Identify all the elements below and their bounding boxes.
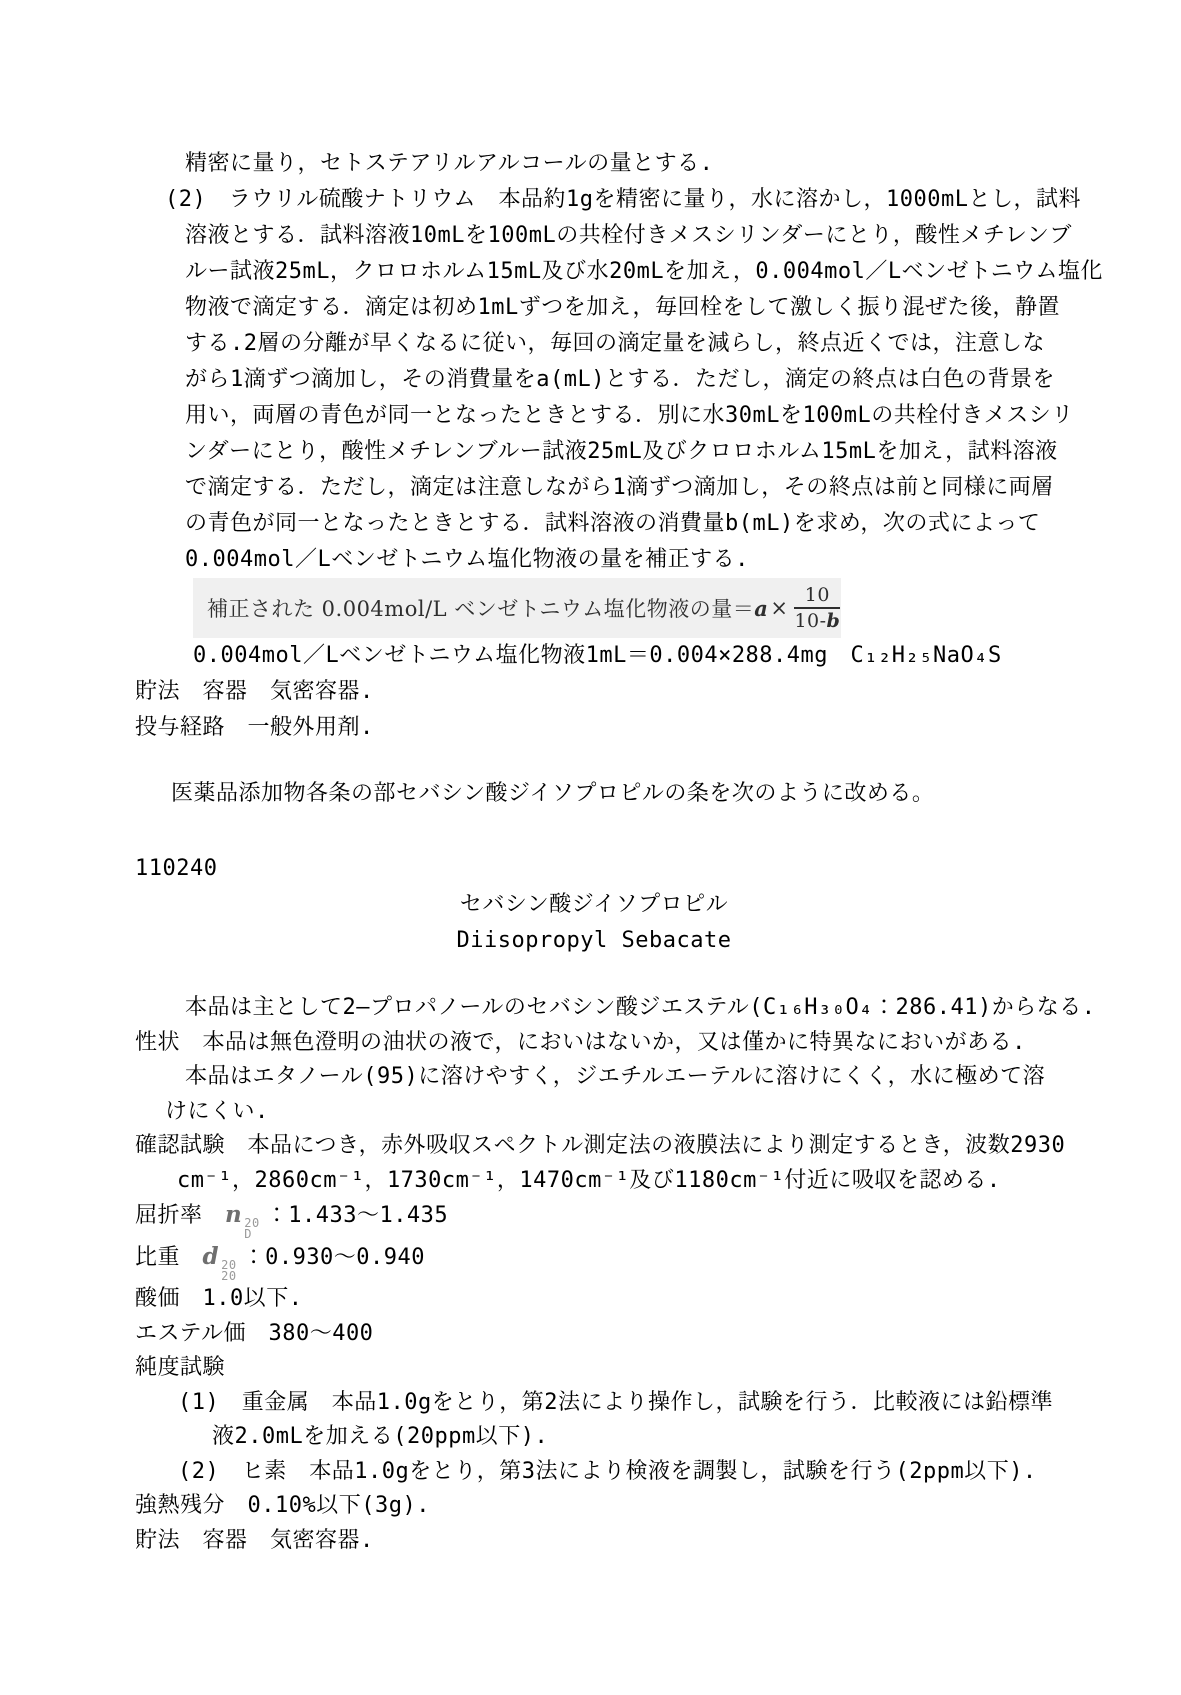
solubility-line: 本品はエタノール(95)に溶けやすく，ジエチルエーテルに溶けにくく，水に極めて溶 bbox=[185, 1064, 1046, 1089]
acid-value-line: 酸価 1.0以下. bbox=[135, 1286, 303, 1311]
formula-variable-a: a bbox=[754, 595, 769, 621]
refractive-index-line bbox=[135, 1198, 1053, 1240]
formula-lead-text: 補正された 0.004mol/L ベンゼトニウム塩化物液の量＝ bbox=[207, 597, 755, 621]
fraction-numerator: 10 bbox=[794, 584, 840, 609]
property-line: 性状 本品は無色澄明の油状の液で，においはないか，又は僅かに特異なにおいがある. bbox=[135, 1029, 1026, 1055]
ester-value-line: エステル価 380～400 bbox=[135, 1320, 374, 1346]
amendment-notice: 医薬品添加物各条の部セバシン酸ジイソプロピルの条を次のように改める。 bbox=[171, 781, 935, 806]
prev-monograph-item2-line: 溶液とする．試料溶液10mLを100mLの共栓付きメスシリンダーにとり，酸性メチレンブ bbox=[185, 223, 1072, 248]
prev-monograph-item2-line: がら1滴ずつ滴加し，その消費量をa(mL)とする．ただし，滴定の終点は白色の背景を bbox=[185, 367, 1055, 392]
specific-gravity-sub: 20 bbox=[221, 1269, 237, 1283]
purity-item2-line: (2) ヒ素 本品1.0gをとり，第3法により検液を調製し，試験を行う(2ppm以下). bbox=[178, 1458, 1037, 1484]
identification-line: cm⁻¹，2860cm⁻¹，1730cm⁻¹，1470cm⁻¹及び1180cm⁻¹付近に吸収を認める. bbox=[177, 1167, 1001, 1193]
description-line: 本品は主として2—プロパノールのセバシン酸ジエステル(C₁₆H₃₀O₄：286.41)からなる. bbox=[185, 995, 1096, 1020]
prev-monograph-item2-line: 0.004mol／Lベンゼトニウム塩化物液の量を補正する. bbox=[185, 547, 749, 572]
refractive-index-symbol: n bbox=[225, 1201, 243, 1228]
solubility-line: けにくい. bbox=[165, 1098, 269, 1124]
ignition-residue-line: 強熱残分 0.10%以下(3g). bbox=[135, 1493, 430, 1518]
prev-monograph-item2-line: ンダーにとり，酸性メチレンブルー試液25mL及びクロロホルム15mLを加え，試料溶液 bbox=[185, 439, 1058, 464]
refractive-index-value: ：1.433～1.435 bbox=[265, 1203, 449, 1228]
formula-variable-b: b bbox=[826, 610, 841, 632]
multiply-icon: × bbox=[770, 596, 789, 620]
refractive-index-supsub bbox=[244, 1218, 259, 1240]
purity-item1-line: (1) 重金属 本品1.0gをとり，第2法により操作し，試験を行う．比較液には鉛標準 bbox=[178, 1389, 1053, 1415]
specific-gravity-value: ：0.930～0.940 bbox=[242, 1245, 426, 1270]
prev-monograph-item2-line: (2) ラウリル硫酸ナトリウム 本品約1gを精密に量り，水に溶かし，1000mLとし，試料 bbox=[165, 187, 1081, 212]
monograph-title-ja: セバシン酸ジイソプロピル bbox=[459, 892, 729, 917]
monograph-code: 110240 bbox=[135, 856, 218, 881]
storage-line: 貯法 容器 気密容器. bbox=[135, 1527, 374, 1553]
monograph-title-en: Diisopropyl Sebacate bbox=[456, 928, 732, 953]
prev-monograph-item2-line: で滴定する．ただし，滴定は注意しながら1滴ずつ滴加し，その終点は前と同様に両層 bbox=[185, 475, 1054, 500]
prev-monograph-item2-line: の青色が同一となったときとする．試料溶液の消費量b(mL)を求め，次の式によって bbox=[185, 511, 1041, 536]
specific-gravity-label: 比重 bbox=[135, 1245, 181, 1270]
correction-formula bbox=[193, 578, 841, 638]
purity-heading: 純度試験 bbox=[135, 1355, 226, 1380]
prev-monograph-item2-line: ルー試液25mL，クロロホルム15mL及び水20mLを加え，0.004mol／Lベンゼトニウム塩化 bbox=[185, 259, 1103, 284]
equivalence-line: 0.004mol／Lベンゼトニウム塩化物液1mL＝0.004×288.4mg C₁₂H₂₅NaO₄S bbox=[193, 643, 1002, 668]
refractive-index-sub: D bbox=[244, 1227, 252, 1241]
prev-monograph-intro-line: 精密に量り，セトステアリルアルコールの量とする. bbox=[185, 151, 714, 176]
prev-route-line: 投与経路 一般外用剤. bbox=[135, 715, 374, 740]
identification-line: 確認試験 本品につき，赤外吸収スペクトル測定法の液膜法により測定するとき，波数2930 bbox=[135, 1133, 1066, 1158]
prev-monograph-item2-line: する.2層の分離が早くなるに従い，毎回の滴定量を減らし，終点近くでは，注意しな bbox=[185, 331, 1045, 356]
formula-fraction bbox=[794, 584, 840, 632]
refractive-index-label: 屈折率 bbox=[135, 1203, 203, 1228]
fraction-denominator-prefix: 10- bbox=[794, 610, 827, 632]
specific-gravity-symbol: d bbox=[202, 1243, 220, 1270]
prev-monograph-item2-line: 用い，両層の青色が同一となったときとする．別に水30mLを100mLの共栓付きメスシリ bbox=[185, 403, 1074, 428]
prev-monograph-item2-line: 物液で滴定する．滴定は初め1mLずつを加え，毎回栓をして激しく振り混ぜた後，静置 bbox=[185, 295, 1061, 320]
prev-storage-line: 貯法 容器 気密容器. bbox=[135, 679, 374, 704]
purity-item1-line: 液2.0mLを加える(20ppm以下). bbox=[212, 1424, 549, 1449]
specific-gravity-sup: 20 bbox=[221, 1258, 237, 1272]
refractive-index-sup: 20 bbox=[244, 1216, 260, 1230]
specific-gravity-supsub bbox=[221, 1260, 236, 1282]
specific-gravity-line bbox=[135, 1240, 1053, 1282]
fraction-denominator bbox=[794, 609, 840, 632]
